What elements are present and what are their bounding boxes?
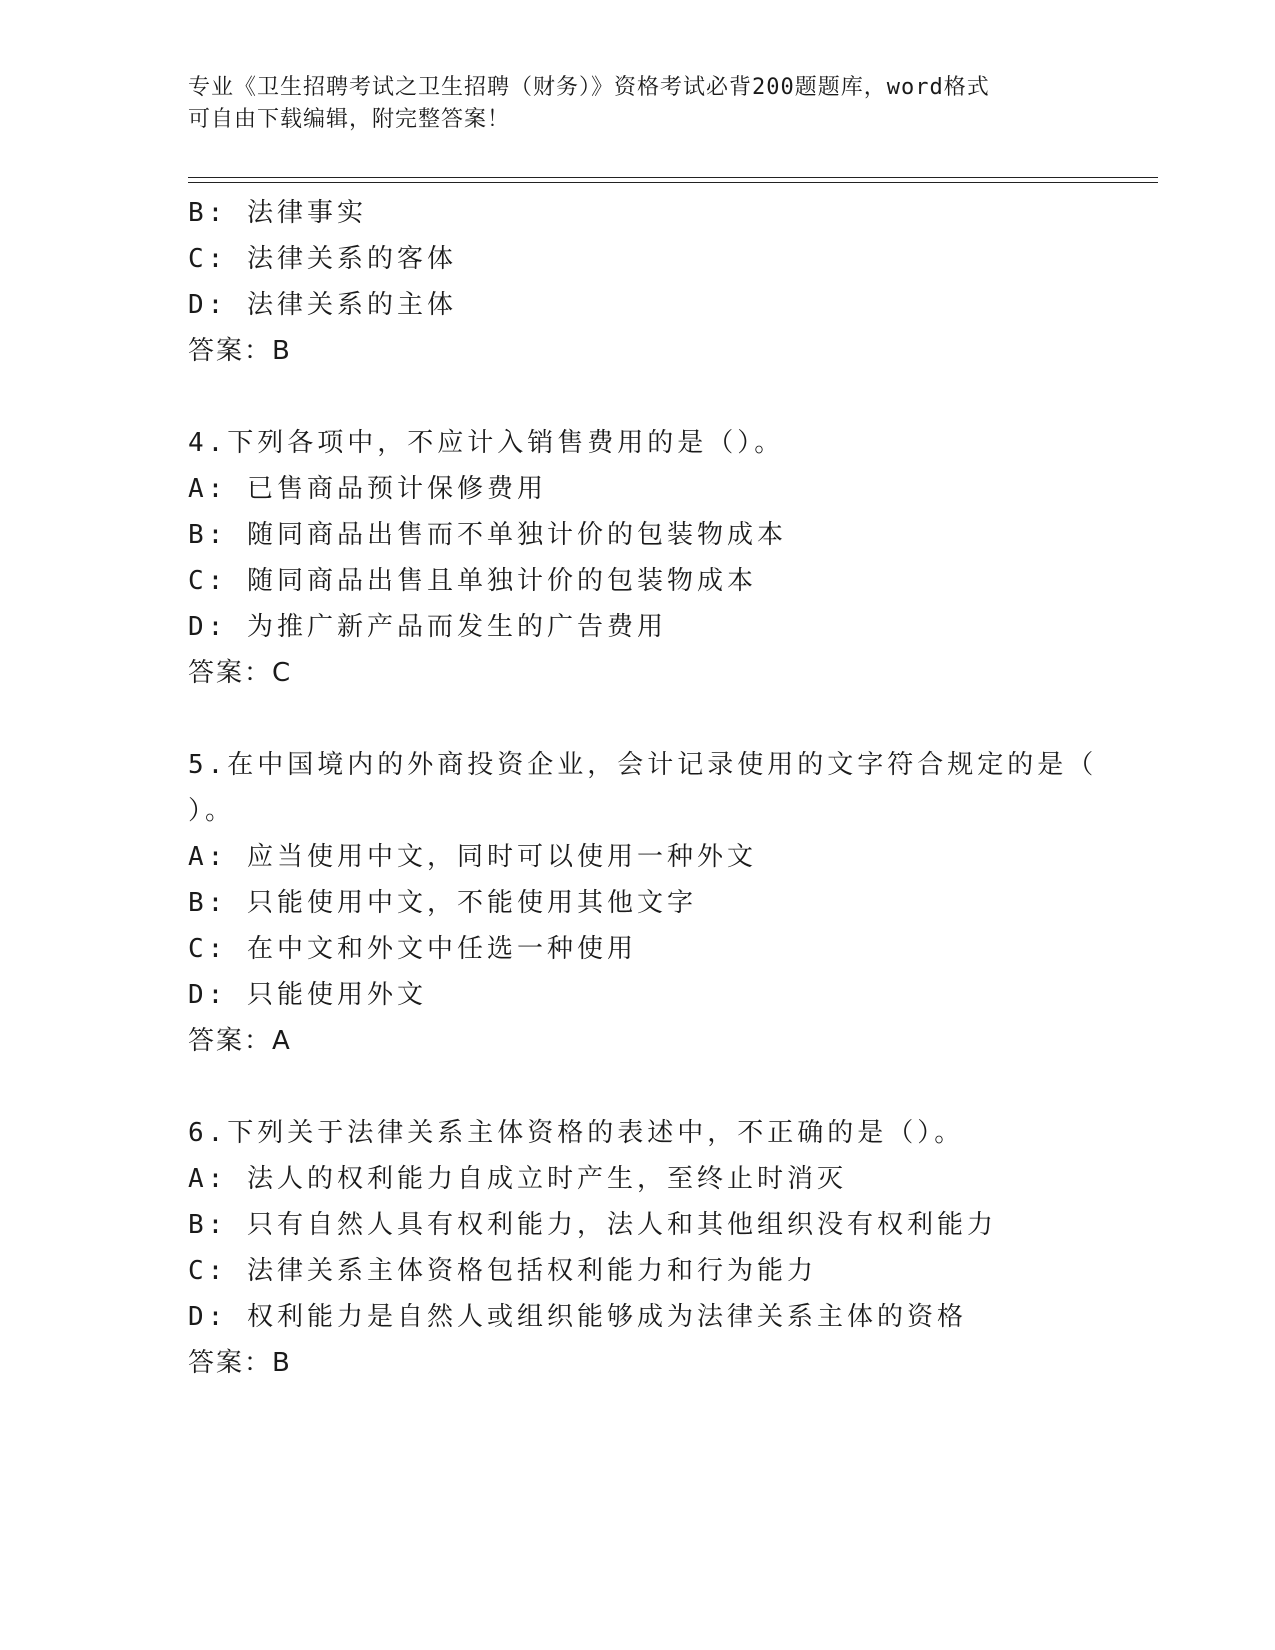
option-c: C: 在中文和外文中任选一种使用: [188, 934, 637, 964]
option-a: A: 应当使用中文，同时可以使用一种外文: [188, 842, 757, 872]
option-d: D: 法律关系的主体: [188, 290, 457, 320]
question-4: [188, 420, 1088, 696]
header-rule-top: [188, 177, 1158, 178]
question-title: 4.下列各项中，不应计入销售费用的是（）。: [188, 428, 785, 458]
option-c: C: 法律关系的客体: [188, 244, 457, 274]
answer: 答案：B: [188, 1348, 292, 1378]
option-a: A: 法人的权利能力自成立时产生，至终止时消灭: [188, 1164, 847, 1194]
question-list: [188, 190, 1098, 1386]
question-title-line-1: 5.在中国境内的外商投资企业，会计记录使用的文字符合规定的是（: [188, 750, 1098, 780]
option-d: D: 权利能力是自然人或组织能够成为法律关系主体的资格: [188, 1302, 967, 1332]
answer: 答案：A: [188, 1026, 292, 1056]
header-line-1: 专业《卫生招聘考试之卫生招聘（财务）》资格考试必背200题题库，word格式: [188, 75, 990, 100]
option-d: D: 为推广新产品而发生的广告费用: [188, 612, 667, 642]
question-title: 6.下列关于法律关系主体资格的表述中，不正确的是（）。: [188, 1118, 965, 1148]
option-b: B: 只能使用中文，不能使用其他文字: [188, 888, 697, 918]
header-line-2: 可自由下载编辑，附完整答案！: [188, 107, 511, 132]
header-rule-bottom: [188, 182, 1158, 183]
question-6: [188, 1110, 1088, 1386]
answer: 答案：B: [188, 336, 292, 366]
option-c: C: 随同商品出售且单独计价的包装物成本: [188, 566, 757, 596]
document-header: [188, 72, 1068, 136]
option-c: C: 法律关系主体资格包括权利能力和行为能力: [188, 1256, 817, 1286]
option-b: B: 只有自然人具有权利能力，法人和其他组织没有权利能力: [188, 1210, 997, 1240]
question-3-tail: [188, 190, 1088, 374]
question-title-line-2: ）。: [188, 796, 236, 826]
option-a: A: 已售商品预计保修费用: [188, 474, 547, 504]
question-5: [188, 742, 1098, 1064]
option-b: B: 法律事实: [188, 198, 367, 228]
option-d: D: 只能使用外文: [188, 980, 427, 1010]
option-b: B: 随同商品出售而不单独计价的包装物成本: [188, 520, 787, 550]
answer: 答案：C: [188, 658, 293, 688]
